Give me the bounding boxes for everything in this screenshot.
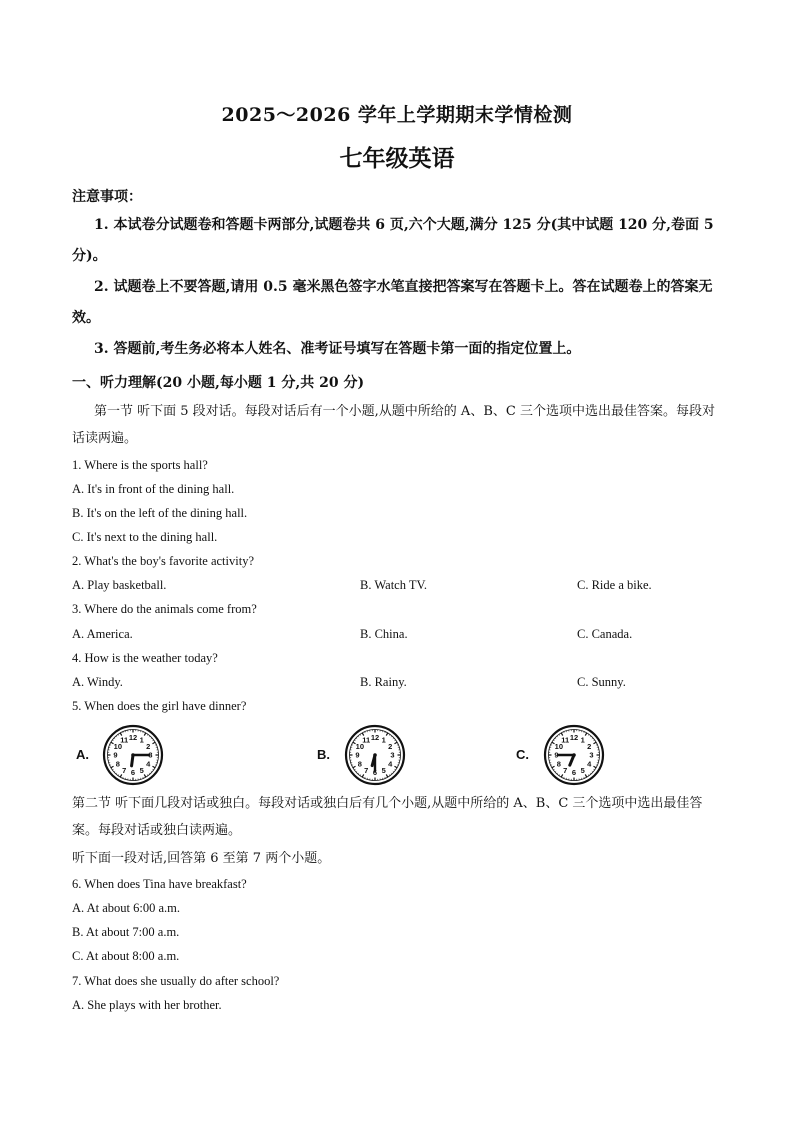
q1-option-c: C. It's next to the dining hall. bbox=[72, 530, 218, 544]
clock-numeral: 7 bbox=[364, 765, 369, 775]
clock-numeral: 2 bbox=[388, 741, 393, 751]
clock-numeral: 12 bbox=[370, 733, 380, 743]
clock-numeral: 10 bbox=[554, 741, 564, 751]
clock-numeral: 6 bbox=[372, 768, 378, 778]
clock-numeral: 2 bbox=[587, 741, 592, 751]
part1-intro: 第一节 听下面 5 段对话。每段对话后有一个小题,从题中所给的 A、B、C 三个选项中选出最佳答案。每段对话读两遍。 bbox=[72, 404, 715, 446]
clock-numeral: 3 bbox=[390, 750, 395, 760]
clock-c-icon bbox=[543, 724, 605, 786]
question-3: 3. Where do the animals come from? bbox=[72, 602, 257, 616]
clock-numeral: 3 bbox=[589, 750, 594, 760]
q4-options-row bbox=[72, 675, 626, 690]
clock-numeral: 12 bbox=[128, 733, 138, 743]
clock-numeral: 4 bbox=[587, 759, 592, 769]
exam-subtitle: 七年级英语 bbox=[339, 145, 455, 172]
clock-numeral: 4 bbox=[388, 759, 393, 769]
clock-numeral: 9 bbox=[554, 750, 559, 760]
clock-numeral: 12 bbox=[569, 733, 579, 743]
q1-option-b: B. It's on the left of the dining hall. bbox=[72, 506, 248, 520]
q7-option-a: A. She plays with her brother. bbox=[72, 998, 222, 1012]
clock-numeral: 3 bbox=[148, 750, 153, 760]
clock-numeral: 5 bbox=[580, 765, 585, 775]
q2-option-c: C. Ride a bike. bbox=[577, 578, 652, 592]
q3-options-row bbox=[72, 627, 633, 642]
clock-numeral: 10 bbox=[355, 741, 365, 751]
question-4: 4. How is the weather today? bbox=[72, 651, 218, 665]
q3-option-c: C. Canada. bbox=[577, 627, 633, 641]
clock-numeral: 9 bbox=[113, 750, 118, 760]
q3-option-a: A. America. bbox=[72, 627, 133, 641]
q2-option-a: A. Play basketball. bbox=[72, 578, 167, 592]
clock-label-b: B. bbox=[317, 747, 330, 762]
note-2: 2. 试题卷上不要答题,请用 0.5 毫米黑色签字水笔直接把答案写在答题卡上。答在试题卷上的答案无效。 bbox=[72, 279, 713, 326]
question-1: 1. Where is the sports hall? bbox=[72, 458, 208, 472]
q6-option-c: C. At about 8:00 a.m. bbox=[72, 949, 180, 963]
part2-intro: 第二节 听下面几段对话或独白。每段对话或独白后有几个小题,从题中所给的 A、B、C 三个选项中选出最佳答案。每段对话或独白读两遍。 bbox=[72, 796, 703, 838]
note-1: 1. 本试卷分试题卷和答题卡两部分,试题卷共 6 页,六个大题,满分 125 分(其中试题 120 分,卷面 5 分)。 bbox=[72, 217, 714, 264]
clock-numeral: 1 bbox=[139, 735, 144, 745]
clock-numeral: 5 bbox=[381, 765, 386, 775]
clock-numeral: 8 bbox=[357, 759, 362, 769]
clock-numeral: 11 bbox=[561, 735, 570, 745]
q2-option-b: B. Watch TV. bbox=[360, 578, 428, 592]
q4-option-c: C. Sunny. bbox=[577, 675, 626, 689]
clock-a-icon bbox=[102, 724, 164, 786]
q1-option-a: A. It's in front of the dining hall. bbox=[72, 482, 235, 496]
clock-numeral: 1 bbox=[381, 735, 386, 745]
clock-numeral: 11 bbox=[120, 735, 129, 745]
clock-numeral: 8 bbox=[115, 759, 120, 769]
q4-option-a: A. Windy. bbox=[72, 675, 123, 689]
note-3: 3. 答题前,考生务必将本人姓名、准考证号填写在答题卡第一面的指定位置上。 bbox=[94, 341, 581, 357]
clock-numeral: 7 bbox=[563, 765, 568, 775]
question-7: 7. What does she usually do after school? bbox=[72, 974, 280, 988]
clock-numeral: 9 bbox=[355, 750, 360, 760]
question-2: 2. What's the boy's favorite activity? bbox=[72, 554, 255, 568]
section-heading: 一、听力理解(20 小题,每小题 1 分,共 20 分) bbox=[72, 375, 365, 391]
clock-label-a: A. bbox=[76, 747, 89, 762]
q4-option-b: B. Rainy. bbox=[360, 675, 407, 689]
clock-numeral: 10 bbox=[113, 741, 123, 751]
clock-numeral: 1 bbox=[580, 735, 585, 745]
clock-b-icon bbox=[344, 724, 406, 786]
q3-option-b: B. China. bbox=[360, 627, 408, 641]
q6-option-a: A. At about 6:00 a.m. bbox=[72, 901, 180, 915]
clock-numeral: 5 bbox=[139, 765, 144, 775]
clock-numeral: 8 bbox=[556, 759, 561, 769]
clock-numeral: 2 bbox=[146, 741, 151, 751]
clock-numeral: 11 bbox=[362, 735, 371, 745]
clock-numeral: 6 bbox=[130, 768, 136, 778]
exam-title: 2025～2026 学年上学期期末学情检测 bbox=[221, 104, 573, 126]
clock-label-c: C. bbox=[516, 747, 529, 762]
part2-instruction: 听下面一段对话,回答第 6 至第 7 两个小题。 bbox=[72, 851, 331, 866]
clock-numeral: 4 bbox=[146, 759, 151, 769]
clock-numeral: 6 bbox=[571, 768, 577, 778]
question-5: 5. When does the girl have dinner? bbox=[72, 699, 247, 713]
notes-heading: 注意事项： bbox=[72, 189, 142, 205]
clock-numeral: 7 bbox=[122, 765, 127, 775]
q2-options-row bbox=[72, 578, 652, 593]
question-6: 6. When does Tina have breakfast? bbox=[72, 877, 247, 891]
q6-option-b: B. At about 7:00 a.m. bbox=[72, 925, 180, 939]
